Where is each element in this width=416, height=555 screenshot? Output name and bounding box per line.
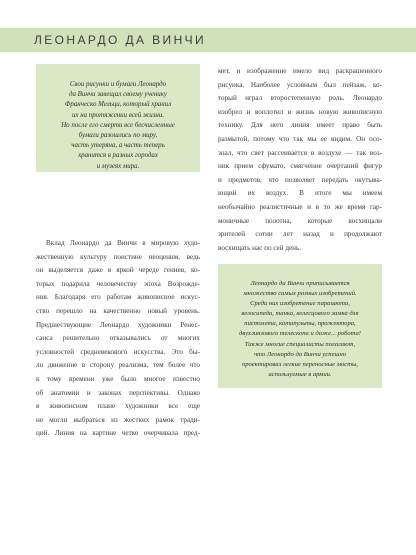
- text-line: моничные полотна, которые восхищали: [218, 216, 382, 225]
- text-line: и предметов, что позволяет передать окутыва-: [218, 175, 382, 184]
- quote-line: пистолета, катапульты, прожектора,: [244, 320, 356, 328]
- text-line: восхищать нас по сей день.: [218, 243, 302, 252]
- quote-line: двухлинзового телескопа и даже... робота!: [239, 330, 361, 338]
- quote-line: их на протяжении всей жизни.: [71, 111, 165, 119]
- quote-line: и музеях мира.: [96, 162, 140, 170]
- quote-line: хранится в разных городах: [78, 152, 158, 160]
- body-text-right: [218, 65, 382, 255]
- quote-line: да Винчи завещал своему ученику: [69, 91, 167, 99]
- text-line: ство перешло на качественно новый уровень.: [36, 306, 200, 315]
- quote-line: Леонардо да Винчи приписывается: [250, 280, 350, 287]
- quote-line: используемые в армии.: [268, 370, 332, 378]
- quote-line: Но после его смерти все бесчисленные: [61, 121, 175, 129]
- text-line: ций. Линия на картине четко очерчивала пред-: [36, 429, 200, 438]
- page-title: ЛЕОНАРДО ДА ВИНЧИ: [34, 33, 207, 47]
- quote-line: Среди них изобретение парашюта,: [250, 300, 350, 308]
- text-line: необычайно реалистичные и в то же время гар-: [218, 202, 382, 211]
- text-line: зрителей сотни лет назад и продолжают: [218, 230, 382, 239]
- text-line: в живописном плане художники все еще: [36, 402, 200, 411]
- text-line: санса решительно отказывались от многих: [36, 334, 200, 343]
- text-line: торый играл второстепенную роль. Леонардо: [218, 94, 382, 103]
- text-line: рисунка. Наиболее условным был пейзаж, ко-: [218, 80, 382, 89]
- text-line: к тому времени уже было многое известно: [36, 374, 200, 383]
- text-line: изобрел и воплотил в жизнь новую живописную: [218, 107, 382, 116]
- quote-box-top: [36, 64, 200, 172]
- text-line: жественную культуру поистине неоценим, ведь: [36, 252, 200, 261]
- text-line: условностей средневекового искусства. Это бы-: [36, 347, 200, 356]
- text-line: он выделяется даже в яркой череде гениев, ко-: [36, 266, 200, 275]
- quote-line: Франческо Мельци, который хранил: [64, 101, 172, 109]
- quote-line: проектировал легкие переносные мосты,: [241, 360, 359, 368]
- text-line: ло движение в сторону реализма, тем более что: [36, 361, 200, 370]
- quote-top-text: [42, 80, 194, 172]
- quote-bottom-text: [222, 279, 378, 380]
- text-line: Предшествующие Леонардо художники Ренес-: [36, 320, 200, 329]
- text-line: Вклад Леонардо да Винчи в мировую худо-: [46, 239, 200, 247]
- text-line: ник прием сфумато, смягчение очертаний фигур: [218, 162, 382, 171]
- text-line: торых подарила человечеству эпоха Возрожде-: [36, 279, 200, 288]
- quote-line: часть утеряна, а часть теперь: [71, 142, 165, 150]
- quote-box-bottom: [218, 264, 382, 388]
- quote-line: бумаги разошлись по миру,: [78, 132, 158, 140]
- quote-line: что Леонардо да Винчи успешно: [253, 350, 347, 358]
- text-line: мет, и изображение имело вид раскрашенного: [218, 67, 382, 75]
- body-text-left: [36, 237, 200, 441]
- text-line: размытой, потому что так мы ее видим. Он осо-: [218, 134, 382, 143]
- quote-line: Также многие специалисты полагают,: [244, 340, 356, 348]
- text-line: ющий их воздух. В итоге мы имеем: [218, 189, 382, 198]
- text-line: ния. Благодаря его работам живописное искус-: [36, 293, 200, 302]
- text-line: знал, что свет рассеивается в воздухе — так воз-: [218, 148, 382, 157]
- quote-line: множество самых разных изобретений.: [243, 290, 357, 298]
- quote-line: Свои рисунки и бумаги Леонардо: [69, 81, 167, 88]
- text-line: не могли выбраться из жестких рамок тради-: [36, 415, 200, 424]
- text-line: технику. Для него линия имеет право быть: [218, 121, 382, 130]
- quote-line: велосипеда, танка, колесцового замка для: [241, 310, 359, 318]
- text-line: об анатомии и законах перспективы. Однако: [36, 388, 200, 397]
